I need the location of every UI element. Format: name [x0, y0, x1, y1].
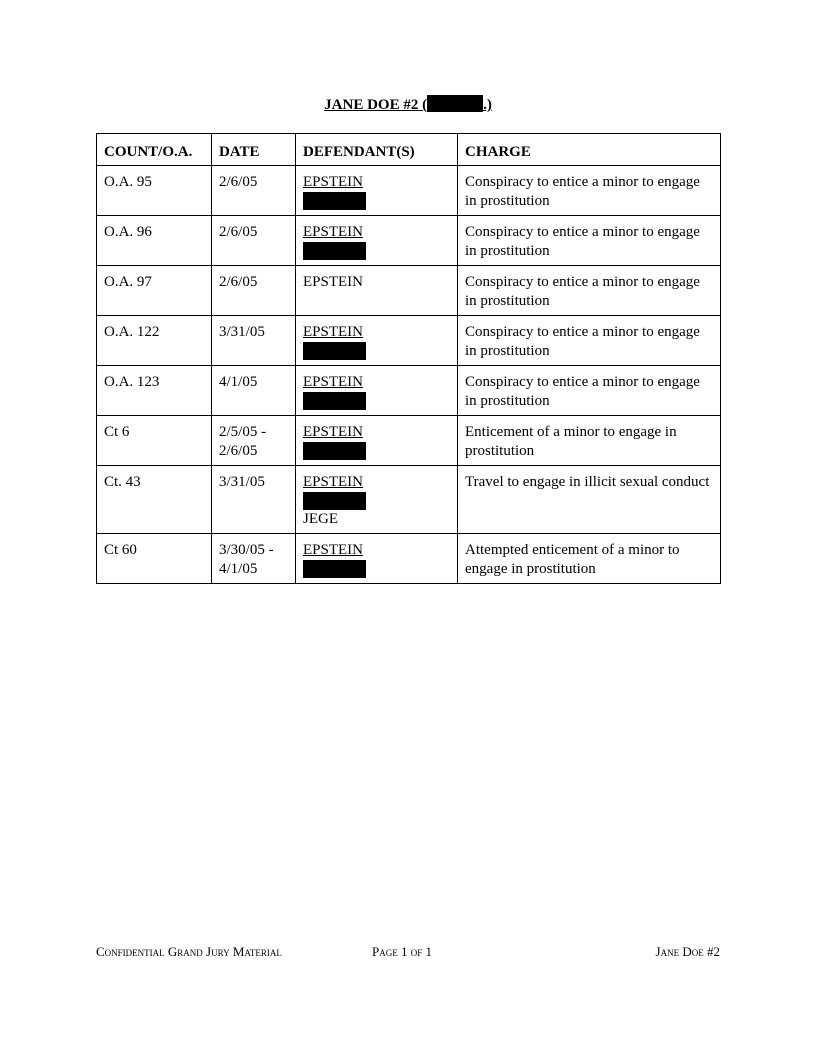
redaction-box: [303, 560, 366, 578]
redaction-box: [303, 342, 366, 360]
defendant-name: EPSTEIN: [303, 174, 363, 190]
defendant-cell: [296, 366, 458, 416]
page-title: [0, 95, 816, 115]
header-charge: CHARGE: [458, 134, 721, 166]
page-title-suffix: .): [483, 97, 492, 113]
count-cell: Ct 6: [97, 416, 212, 466]
defendant-name: EPSTEIN: [303, 474, 363, 490]
date-cell: 3/31/05: [212, 466, 296, 534]
redaction-box: [303, 242, 366, 260]
table-row: [97, 166, 721, 216]
defendant-cell: [296, 466, 458, 534]
table-row: [97, 216, 721, 266]
table-row: [97, 366, 721, 416]
defendant-name: EPSTEIN: [303, 424, 363, 440]
redaction-box: [303, 492, 366, 510]
header-count: COUNT/O.A.: [97, 134, 212, 166]
count-cell: Ct 60: [97, 534, 212, 584]
count-cell: Ct. 43: [97, 466, 212, 534]
table-header-row: [97, 134, 721, 166]
table-row: [97, 534, 721, 584]
defendant-name: EPSTEIN: [303, 324, 363, 340]
charges-table: [96, 133, 721, 584]
count-cell: O.A. 96: [97, 216, 212, 266]
redaction-box: [303, 442, 366, 460]
redaction-box: [303, 392, 366, 410]
table-row: [97, 466, 721, 534]
charge-cell: Conspiracy to entice a minor to engage in prostitution: [458, 316, 721, 366]
date-cell: 2/5/05 - 2/6/05: [212, 416, 296, 466]
defendant-name: EPSTEIN: [303, 224, 363, 240]
count-cell: O.A. 97: [97, 266, 212, 316]
charge-cell: Travel to engage in illicit sexual conduct: [458, 466, 721, 534]
table-row: [97, 316, 721, 366]
defendant-cell: [296, 534, 458, 584]
charge-cell: Conspiracy to entice a minor to engage in prostitution: [458, 266, 721, 316]
table-row: [97, 416, 721, 466]
footer-page-number: Page 1 of 1: [372, 944, 432, 959]
defendant-cell: [296, 416, 458, 466]
header-defendants: DEFENDANT(S): [296, 134, 458, 166]
redaction-box: [427, 95, 483, 112]
date-cell: 3/30/05 - 4/1/05: [212, 534, 296, 584]
charge-cell: Conspiracy to entice a minor to engage in prostitution: [458, 366, 721, 416]
date-cell: 2/6/05: [212, 216, 296, 266]
header-date: DATE: [212, 134, 296, 166]
defendant-name: JEGE: [303, 511, 338, 527]
charge-cell: Enticement of a minor to engage in prostitution: [458, 416, 721, 466]
defendant-name: EPSTEIN: [303, 274, 363, 290]
count-cell: O.A. 95: [97, 166, 212, 216]
count-cell: O.A. 122: [97, 316, 212, 366]
date-cell: 4/1/05: [212, 366, 296, 416]
defendant-name: EPSTEIN: [303, 374, 363, 390]
charge-cell: Attempted enticement of a minor to engage in prostitution: [458, 534, 721, 584]
count-cell: O.A. 123: [97, 366, 212, 416]
defendant-cell: [296, 316, 458, 366]
footer-doc-label: Jane Doe #2: [655, 944, 720, 959]
date-cell: 2/6/05: [212, 266, 296, 316]
footer-confidential-label: Confidential Grand Jury Material: [96, 944, 282, 959]
date-cell: 2/6/05: [212, 166, 296, 216]
charge-cell: Conspiracy to entice a minor to engage in prostitution: [458, 166, 721, 216]
defendant-cell: [296, 266, 458, 316]
date-cell: 3/31/05: [212, 316, 296, 366]
defendant-cell: [296, 216, 458, 266]
defendant-name: EPSTEIN: [303, 542, 363, 558]
redaction-box: [303, 192, 366, 210]
page-title-prefix: JANE DOE #2 (: [324, 97, 428, 113]
table-row: [97, 266, 721, 316]
charge-cell: Conspiracy to entice a minor to engage in prostitution: [458, 216, 721, 266]
defendant-cell: [296, 166, 458, 216]
